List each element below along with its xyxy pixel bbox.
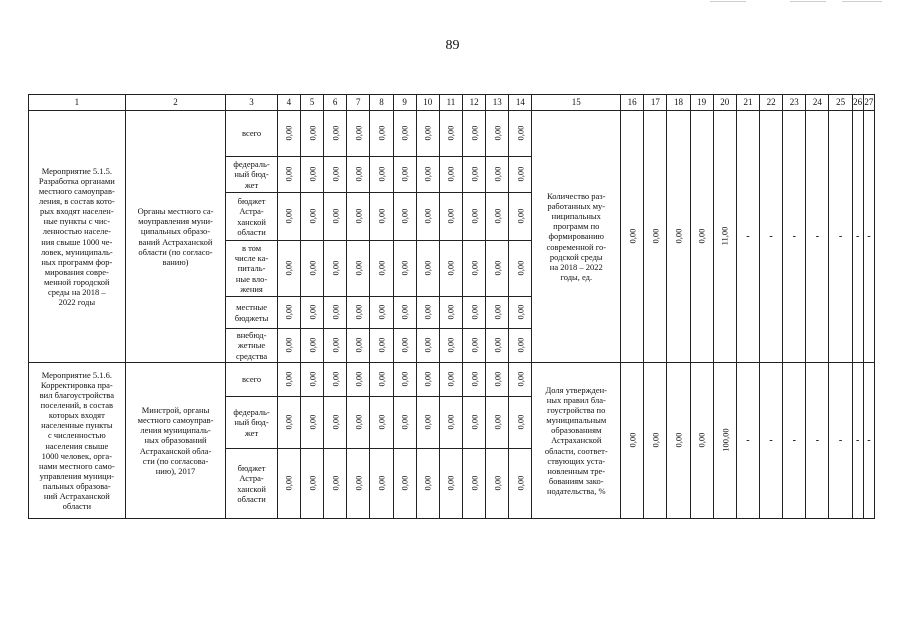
funding-value: 0,00 <box>376 261 387 276</box>
funding-value: 0,00 <box>376 415 387 430</box>
funding-value-cell <box>462 157 485 193</box>
indicator-target-cell <box>852 363 863 519</box>
funding-value: 0,00 <box>469 209 480 224</box>
funding-value: 0,00 <box>283 372 294 387</box>
column-number-header: 1 <box>29 95 126 111</box>
column-number-header: 11 <box>439 95 462 111</box>
funding-value: 0,00 <box>469 338 480 353</box>
funding-value: 0,00 <box>353 261 364 276</box>
measure-title: Мероприятие 5.1.5. Разработка органами местного самоуправ- ления, в состав кото- рых входят населен- ные пункты с чис- ленностью населе- ния свыше 1000 че- ловек, муниципаль- ных программ фор- мирования совре- менной городской среды на 2018 – 2022 годы <box>29 111 126 363</box>
indicator-target-cell <box>690 363 713 519</box>
funding-value-cell <box>486 297 509 329</box>
funding-value-cell <box>393 241 416 297</box>
funding-value: 0,00 <box>399 126 410 141</box>
funding-value-cell <box>393 329 416 363</box>
funding-value-cell <box>370 449 393 519</box>
column-number-header: 14 <box>509 95 532 111</box>
funding-value: 0,00 <box>445 261 456 276</box>
funding-value-cell <box>462 397 485 449</box>
funding-value-cell <box>509 397 532 449</box>
funding-value-cell <box>370 397 393 449</box>
funding-value: 0,00 <box>492 261 503 276</box>
funding-value: 0,00 <box>399 338 410 353</box>
funding-value-cell <box>300 297 323 329</box>
funding-value: 0,00 <box>445 305 456 320</box>
funding-value-cell <box>439 157 462 193</box>
funding-value: 0,00 <box>330 209 341 224</box>
funding-value: 0,00 <box>445 338 456 353</box>
funding-value: 0,00 <box>376 372 387 387</box>
funding-value-cell <box>439 329 462 363</box>
indicator-target-cell <box>806 363 829 519</box>
funding-value-cell <box>347 363 370 397</box>
funding-value-cell <box>509 157 532 193</box>
funding-value: 0,00 <box>306 415 317 430</box>
indicator-target-cell <box>644 111 667 363</box>
funding-value: 0,00 <box>283 415 294 430</box>
indicator-target-cell <box>713 363 736 519</box>
funding-value: 0,00 <box>515 126 526 141</box>
funding-value-cell <box>486 449 509 519</box>
column-number-header: 20 <box>713 95 736 111</box>
funding-value: 0,00 <box>283 167 294 182</box>
indicator-target-value: 0,00 <box>696 433 707 448</box>
funding-value-cell <box>347 111 370 157</box>
table-row <box>29 363 875 397</box>
funding-value-cell <box>486 111 509 157</box>
indicator-target-cell <box>829 111 852 363</box>
measure-title: Мероприятие 5.1.6. Корректировка пра- вил благоустройства поселений, в состав которых входят населенные пункты с численностью населения свыше 1000 человек, орга- нами местного само- управления муници- пальных образова- ний Астраханской области <box>29 363 126 519</box>
funding-value: 0,00 <box>283 209 294 224</box>
funding-source-label: местные бюджеты <box>226 297 277 329</box>
funding-value-cell <box>300 157 323 193</box>
funding-value: 0,00 <box>399 167 410 182</box>
funding-value: 0,00 <box>353 415 364 430</box>
funding-value-cell <box>439 193 462 241</box>
funding-value: 0,00 <box>445 126 456 141</box>
funding-value: 0,00 <box>353 209 364 224</box>
column-number-header: 8 <box>370 95 393 111</box>
funding-source-label: внебюд- жетные средства <box>226 329 277 363</box>
funding-value: 0,00 <box>492 372 503 387</box>
indicator-target-cell <box>621 363 644 519</box>
funding-value: 0,00 <box>306 261 317 276</box>
funding-value-cell <box>347 193 370 241</box>
funding-source-label: всего <box>226 363 277 397</box>
funding-value-cell <box>416 157 439 193</box>
funding-value: 0,00 <box>353 126 364 141</box>
column-number-header: 5 <box>300 95 323 111</box>
funding-value-cell <box>462 241 485 297</box>
indicator-target-value: - <box>856 434 860 446</box>
funding-value: 0,00 <box>469 372 480 387</box>
funding-value: 0,00 <box>330 305 341 320</box>
funding-value-cell <box>347 157 370 193</box>
funding-value: 0,00 <box>353 167 364 182</box>
funding-value-cell <box>416 363 439 397</box>
funding-value-cell <box>300 397 323 449</box>
column-number-header: 16 <box>621 95 644 111</box>
column-number-header: 27 <box>863 95 874 111</box>
funding-value-cell <box>393 193 416 241</box>
funding-value-cell <box>347 241 370 297</box>
funding-value: 0,00 <box>445 372 456 387</box>
indicator-target-cell <box>621 111 644 363</box>
funding-value-cell <box>439 397 462 449</box>
funding-value: 0,00 <box>445 209 456 224</box>
funding-value-cell <box>300 193 323 241</box>
funding-value: 0,00 <box>469 305 480 320</box>
funding-value: 0,00 <box>399 372 410 387</box>
funding-value-cell <box>347 397 370 449</box>
funding-value: 0,00 <box>399 305 410 320</box>
responsible-executor: Минстрой, органы местного самоуправ- ления муниципаль- ных образований Астраханской обла- сти (по согласова- нию), 2017 <box>125 363 226 519</box>
funding-value: 0,00 <box>469 261 480 276</box>
funding-value-cell <box>416 111 439 157</box>
funding-value: 0,00 <box>353 338 364 353</box>
funding-value-cell <box>509 241 532 297</box>
indicator-target-value: 0,00 <box>673 433 684 448</box>
funding-value-cell <box>324 397 347 449</box>
funding-value: 0,00 <box>492 126 503 141</box>
funding-value-cell <box>486 363 509 397</box>
funding-source-label: федераль- ный бюд- жет <box>226 397 277 449</box>
funding-value-cell <box>439 297 462 329</box>
funding-value-cell <box>393 297 416 329</box>
funding-value: 0,00 <box>399 209 410 224</box>
indicator-target-cell <box>806 111 829 363</box>
scan-edge-line <box>842 1 882 2</box>
funding-value: 0,00 <box>515 338 526 353</box>
funding-value-cell <box>370 297 393 329</box>
funding-value-cell <box>300 241 323 297</box>
funding-value: 0,00 <box>283 261 294 276</box>
funding-value-cell <box>370 329 393 363</box>
funding-value-cell <box>416 241 439 297</box>
column-number-header: 13 <box>486 95 509 111</box>
scan-edge-line <box>710 1 746 2</box>
funding-value-cell <box>462 297 485 329</box>
indicator-target-cell <box>690 111 713 363</box>
funding-value: 0,00 <box>306 126 317 141</box>
funding-value: 0,00 <box>306 305 317 320</box>
funding-value-cell <box>486 193 509 241</box>
funding-value-cell <box>324 157 347 193</box>
funding-value-cell <box>416 193 439 241</box>
funding-value: 0,00 <box>492 338 503 353</box>
funding-value-cell <box>439 111 462 157</box>
funding-value: 0,00 <box>376 167 387 182</box>
funding-value-cell <box>370 363 393 397</box>
indicator-target-value: - <box>867 230 871 242</box>
funding-value: 0,00 <box>330 167 341 182</box>
indicator-target-cell <box>667 111 690 363</box>
funding-value-cell <box>324 363 347 397</box>
indicator-target-cell <box>863 111 874 363</box>
funding-value: 0,00 <box>422 209 433 224</box>
funding-value: 0,00 <box>445 167 456 182</box>
indicator-target-value: 0,00 <box>650 229 661 244</box>
funding-value-cell <box>439 449 462 519</box>
funding-value-cell <box>347 329 370 363</box>
column-number-header: 15 <box>532 95 621 111</box>
table-row <box>29 111 875 157</box>
funding-value: 0,00 <box>515 209 526 224</box>
indicator-target-cell <box>760 111 783 363</box>
indicator-target-cell <box>736 111 759 363</box>
funding-value-cell <box>324 297 347 329</box>
funding-value-cell <box>393 363 416 397</box>
funding-value-cell <box>300 111 323 157</box>
indicator-target-value: 0,00 <box>627 229 638 244</box>
funding-value-cell <box>393 397 416 449</box>
funding-value-cell <box>347 297 370 329</box>
funding-value-cell <box>277 241 300 297</box>
funding-value: 0,00 <box>376 338 387 353</box>
indicator-target-value: - <box>769 434 773 446</box>
column-number-header: 17 <box>644 95 667 111</box>
column-number-header: 25 <box>829 95 852 111</box>
funding-value: 0,00 <box>492 167 503 182</box>
funding-value: 0,00 <box>515 372 526 387</box>
indicator-target-value: 0,00 <box>650 433 661 448</box>
funding-value: 0,00 <box>492 476 503 491</box>
column-number-header: 6 <box>324 95 347 111</box>
funding-value-cell <box>277 193 300 241</box>
funding-value: 0,00 <box>422 126 433 141</box>
funding-value-cell <box>416 297 439 329</box>
indicator-target-value: - <box>838 230 843 242</box>
indicator-target-value: - <box>867 434 871 446</box>
indicator-description: Количество раз- работанных му- ниципальных программ по формированию современной го- родской среды на 2018 – 2022 годы, ед. <box>532 111 621 363</box>
funding-value-cell <box>393 449 416 519</box>
funding-value: 0,00 <box>515 305 526 320</box>
funding-value-cell <box>277 111 300 157</box>
funding-value-cell <box>277 329 300 363</box>
funding-value-cell <box>324 111 347 157</box>
funding-value-cell <box>509 193 532 241</box>
indicator-target-value: - <box>856 230 860 242</box>
funding-value: 0,00 <box>445 476 456 491</box>
funding-value: 0,00 <box>515 261 526 276</box>
funding-value-cell <box>462 329 485 363</box>
funding-value-cell <box>486 157 509 193</box>
column-number-header: 2 <box>125 95 226 111</box>
indicator-target-value: - <box>815 434 820 446</box>
funding-value-cell <box>393 111 416 157</box>
funding-value-cell <box>300 329 323 363</box>
funding-value-cell <box>462 449 485 519</box>
indicator-target-value: - <box>746 434 750 446</box>
funding-value-cell <box>416 397 439 449</box>
funding-source-label: всего <box>226 111 277 157</box>
funding-value: 0,00 <box>330 415 341 430</box>
funding-value-cell <box>370 157 393 193</box>
indicator-target-cell <box>736 363 759 519</box>
funding-value-cell <box>462 363 485 397</box>
funding-value: 0,00 <box>306 476 317 491</box>
column-number-header: 10 <box>416 95 439 111</box>
indicator-target-value: 11,00 <box>719 227 730 246</box>
funding-value: 0,00 <box>515 415 526 430</box>
funding-value-cell <box>416 449 439 519</box>
header-row <box>29 95 875 111</box>
funding-value-cell <box>324 329 347 363</box>
funding-value-cell <box>509 297 532 329</box>
funding-value: 0,00 <box>422 372 433 387</box>
indicator-target-cell <box>713 111 736 363</box>
funding-value: 0,00 <box>353 305 364 320</box>
indicator-target-cell <box>863 363 874 519</box>
indicator-target-cell <box>783 111 806 363</box>
funding-value: 0,00 <box>422 305 433 320</box>
funding-source-label: в том числе ка- питаль- ные вло- жения <box>226 241 277 297</box>
funding-value: 0,00 <box>399 261 410 276</box>
funding-value: 0,00 <box>283 476 294 491</box>
funding-value-cell <box>300 449 323 519</box>
funding-value: 0,00 <box>445 415 456 430</box>
funding-value: 0,00 <box>330 261 341 276</box>
funding-value: 0,00 <box>422 338 433 353</box>
funding-value-cell <box>300 363 323 397</box>
funding-value-cell <box>509 111 532 157</box>
indicator-target-value: 100,00 <box>720 428 731 453</box>
funding-value: 0,00 <box>353 372 364 387</box>
column-number-header: 12 <box>462 95 485 111</box>
funding-value-cell <box>462 111 485 157</box>
funding-value-cell <box>277 397 300 449</box>
funding-value-cell <box>486 397 509 449</box>
funding-value: 0,00 <box>492 305 503 320</box>
funding-value-cell <box>486 329 509 363</box>
funding-value: 0,00 <box>492 209 503 224</box>
column-number-header: 22 <box>760 95 783 111</box>
indicator-target-value: - <box>746 230 750 242</box>
program-measures-table <box>28 94 875 519</box>
indicator-target-value: - <box>838 434 843 446</box>
funding-value: 0,00 <box>515 476 526 491</box>
funding-value-cell <box>439 363 462 397</box>
column-number-header: 26 <box>852 95 863 111</box>
funding-value: 0,00 <box>306 372 317 387</box>
column-number-header: 4 <box>277 95 300 111</box>
column-number-header: 21 <box>736 95 759 111</box>
funding-value: 0,00 <box>376 476 387 491</box>
funding-value: 0,00 <box>330 476 341 491</box>
funding-source-label: бюджет Астра- ханской области <box>226 449 277 519</box>
funding-value-cell <box>509 329 532 363</box>
indicator-target-cell <box>667 363 690 519</box>
column-number-header: 18 <box>667 95 690 111</box>
indicator-target-value: - <box>769 230 773 242</box>
funding-value: 0,00 <box>422 476 433 491</box>
funding-value: 0,00 <box>422 261 433 276</box>
funding-value-cell <box>370 241 393 297</box>
funding-value: 0,00 <box>306 338 317 353</box>
funding-value: 0,00 <box>492 415 503 430</box>
funding-value: 0,00 <box>306 167 317 182</box>
funding-value-cell <box>370 111 393 157</box>
funding-value: 0,00 <box>376 305 387 320</box>
funding-value: 0,00 <box>469 415 480 430</box>
indicator-target-cell <box>760 363 783 519</box>
indicator-target-cell <box>829 363 852 519</box>
funding-value: 0,00 <box>283 305 294 320</box>
funding-value: 0,00 <box>515 167 526 182</box>
funding-value-cell <box>277 157 300 193</box>
indicator-target-value: - <box>815 230 820 242</box>
funding-value-cell <box>277 449 300 519</box>
funding-value: 0,00 <box>283 338 294 353</box>
column-number-header: 24 <box>806 95 829 111</box>
indicator-target-value: 0,00 <box>673 229 684 244</box>
funding-value: 0,00 <box>399 415 410 430</box>
funding-value: 0,00 <box>469 126 480 141</box>
column-number-header: 3 <box>226 95 277 111</box>
funding-value-cell <box>277 297 300 329</box>
funding-value: 0,00 <box>469 167 480 182</box>
funding-value: 0,00 <box>376 209 387 224</box>
indicator-target-cell <box>644 363 667 519</box>
scan-edge-line <box>790 1 826 2</box>
funding-value: 0,00 <box>330 126 341 141</box>
funding-value: 0,00 <box>422 167 433 182</box>
funding-value: 0,00 <box>399 476 410 491</box>
funding-value: 0,00 <box>422 415 433 430</box>
funding-value-cell <box>347 449 370 519</box>
responsible-executor: Органы местного са- моуправления муни- ципальных образо- ваний Астраханской области (по согласо- ванию) <box>125 111 226 363</box>
column-number-header: 23 <box>783 95 806 111</box>
funding-value: 0,00 <box>330 372 341 387</box>
funding-value-cell <box>439 241 462 297</box>
indicator-target-cell <box>852 111 863 363</box>
funding-value-cell <box>277 363 300 397</box>
funding-value: 0,00 <box>330 338 341 353</box>
funding-value-cell <box>370 193 393 241</box>
funding-source-label: федераль- ный бюд- жет <box>226 157 277 193</box>
indicator-target-value: - <box>792 230 796 242</box>
funding-value-cell <box>509 449 532 519</box>
funding-value: 0,00 <box>376 126 387 141</box>
column-number-header: 7 <box>347 95 370 111</box>
indicator-target-value: 0,00 <box>627 433 638 448</box>
funding-value: 0,00 <box>469 476 480 491</box>
column-number-header: 19 <box>690 95 713 111</box>
funding-value-cell <box>324 241 347 297</box>
funding-value-cell <box>324 449 347 519</box>
funding-value-cell <box>486 241 509 297</box>
funding-value: 0,00 <box>283 126 294 141</box>
indicator-description: Доля утвержден- ных правил бла- гоустройства по муниципальным образованиям Астраханской области, соответ- ствующих уста- новленным тре- бованиям зако- нодательства, % <box>532 363 621 519</box>
indicator-target-value: - <box>792 434 796 446</box>
funding-value-cell <box>324 193 347 241</box>
funding-source-label: бюджет Астра- ханской области <box>226 193 277 241</box>
funding-value: 0,00 <box>353 476 364 491</box>
page-number: 89 <box>445 38 460 53</box>
column-number-header: 9 <box>393 95 416 111</box>
funding-value-cell <box>416 329 439 363</box>
funding-value-cell <box>462 193 485 241</box>
funding-value-cell <box>509 363 532 397</box>
funding-value: 0,00 <box>306 209 317 224</box>
indicator-target-cell <box>783 363 806 519</box>
indicator-target-value: 0,00 <box>696 229 707 244</box>
funding-value-cell <box>393 157 416 193</box>
